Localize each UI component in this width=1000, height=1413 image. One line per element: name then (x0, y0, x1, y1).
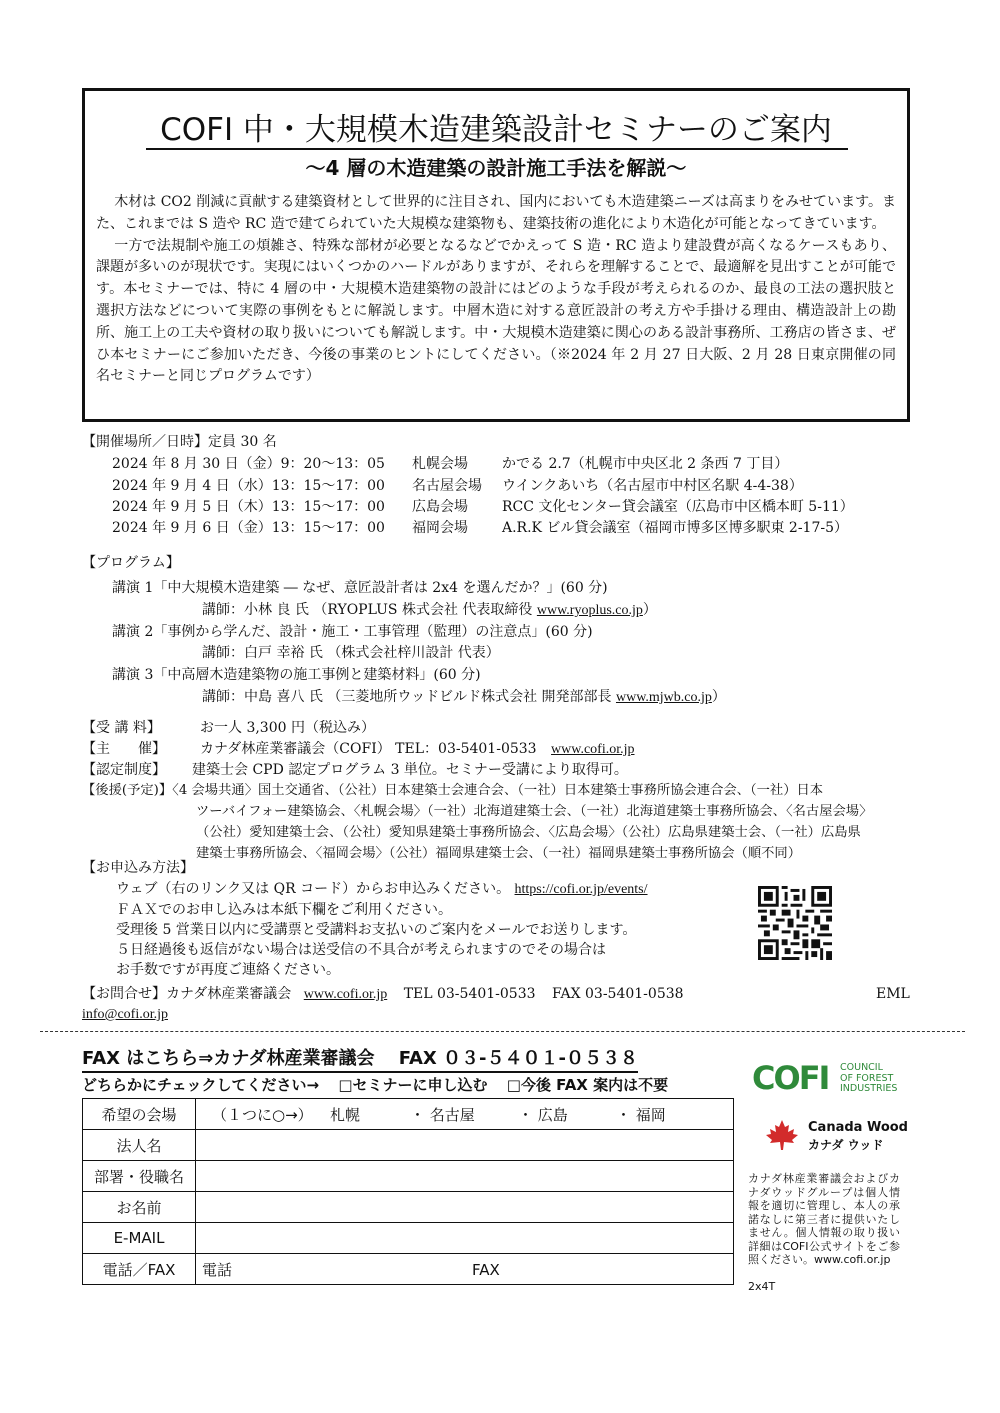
intro-text (96, 192, 896, 388)
title-underline (146, 148, 848, 150)
apply-seminar-checkbox[interactable]: □セミナーに申し込む (338, 1076, 488, 1094)
cofi-logo-text (840, 1063, 897, 1095)
phone-sublabel: 電話 (202, 1260, 233, 1279)
apply-line: ５日経過後も返信がない場合は送受信の不具合が考えられますのでその場合は (116, 942, 606, 958)
venue-label: 希望の会場 (83, 1099, 196, 1130)
apply-line (116, 879, 648, 900)
lecture-2-speaker: 講師：白戸 幸裕 氏 （株式会社梓川設計 代表） (202, 645, 500, 661)
page-subtitle: ～4 層の木造建築の設計施工手法を解説～ (305, 156, 687, 180)
speaker-text: 講師：中島 喜八 氏 （三菱地所ウッドビルド株式会社 開発部部長 (202, 689, 612, 705)
table-row (83, 1254, 734, 1285)
contact-eml-label: EML (876, 986, 910, 1002)
support-line: ツーバイフォー建築協会、〈札幌会場〉（一社）北海道建築士会、（一社）北海道建築士事務所協会、〈名古屋会場〉 (196, 804, 873, 819)
cofi-logo (752, 1059, 912, 1098)
fee-label: 【受 講 料】 (82, 720, 161, 736)
name-field[interactable] (196, 1192, 734, 1223)
table-row (83, 1161, 734, 1192)
speaker-close: ） (642, 602, 657, 618)
apply-line: 受理後 5 営業日以内に受講票と受講料お支払いのご案内をメールでお送りします。 (116, 922, 637, 938)
department-label: 部署・役職名 (83, 1161, 196, 1192)
company-field[interactable] (196, 1130, 734, 1161)
schedule-venue: 名古屋会場 (412, 478, 482, 494)
fax-application-form (82, 1098, 734, 1285)
department-field[interactable] (196, 1161, 734, 1192)
contact-url-link[interactable]: www.cofi.or.jp (303, 987, 388, 1002)
fax-sublabel: FAX (472, 1260, 500, 1279)
schedule-row (112, 497, 854, 518)
cofi-logo-line: COUNCIL (840, 1062, 883, 1073)
support-label: 【後援(予定)】 (82, 783, 173, 798)
maple-leaf-icon (762, 1118, 802, 1152)
check-prompt: どちらかにチェックしてください→ (82, 1076, 320, 1094)
apply-line: お手数ですが再度ご連絡ください。 (116, 962, 340, 978)
schedule-row (112, 518, 848, 539)
venue-option-fukuoka[interactable]: ・ 福岡 (616, 1105, 666, 1124)
company-label: 法人名 (83, 1130, 196, 1161)
qr-code-icon[interactable] (758, 886, 832, 960)
venue-hint: （１つに○→） (212, 1105, 313, 1124)
fax-header: FAX はこちら⇒カナダ林産業審議会 FAX ０３-５４０１-０５３８ (82, 1044, 638, 1073)
canada-wood-en: Canada Wood (808, 1120, 908, 1135)
support-row (82, 780, 823, 801)
program-heading: 【プログラム】 (82, 555, 180, 571)
apply-heading: 【お申込み方法】 (82, 860, 194, 876)
schedule-date: 2024 年 9 月 6 日（金）13：15～17：00 (112, 520, 385, 536)
lecture-1-title: 講演 1「中大規模木造建築 ― なぜ、意匠設計者は 2x4 を選んだか？」(60 分) (112, 580, 608, 596)
no-fax-checkbox[interactable]: □今後 FAX 案内は不要 (506, 1076, 669, 1094)
ryoplus-link[interactable]: www.ryoplus.co.jp (536, 603, 643, 618)
intro-paragraph-2: 一方で法規制や施工の煩雑さ、特殊な部材が必要となるなどでかえって S 造・RC 造より建設費が高くなるケースもあり、課題が多いのが現状です。実現にはいくつかのハードルがありますが、それらを理解することで、最適解を見出すことが可能です。本セミナーでは、特に 4 層の中・大規模木造建築物の設計にはどのような手段が考えられるのか、最良の工法の選択肢と選択方法などについて実際の事例をもとに解説します。中層木造に対する意匠設計の考え方や手掛ける理由、構造設計上の勘所、施工上の工夫や資材の取り扱いについても解説します。中・大規模木造建築に関心のある設計事務所、工務店の皆さま、ぜひ本セミナーにご参加いただき、今後の事業のヒントにしてください。（※2024 年 2 月 27 日大阪、2 月 28 日東京開催の同名セミナーと同じプログラムです） (96, 237, 896, 385)
cofi-link[interactable]: www.cofi.or.jp (551, 742, 635, 757)
schedule-place: かでる 2.7（札幌市中央区北 2 条西 7 丁目） (502, 456, 789, 472)
venue-choice-cell[interactable] (196, 1099, 734, 1130)
schedule-row (112, 454, 788, 475)
schedule-venue: 広島会場 (412, 499, 468, 515)
host-label: 【主 催】 (82, 741, 166, 757)
schedule-date: 2024 年 9 月 5 日（木）13：15～17：00 (112, 499, 385, 515)
schedule-row (112, 476, 803, 497)
mjwb-link[interactable]: www.mjwb.co.jp (615, 690, 712, 705)
cut-line-divider (40, 1031, 965, 1032)
host-row (82, 739, 635, 760)
lecture-3-title: 講演 3「中高層木造建築物の施工事例と建築材料」(60 分) (112, 667, 481, 683)
fee-row (82, 718, 375, 739)
schedule-place: RCC 文化センター貸会議室（広島市中区橋本町 5-11） (502, 499, 854, 515)
email-label: E-MAIL (83, 1223, 196, 1254)
venue-option-nagoya[interactable]: ・ 名古屋 (410, 1105, 475, 1124)
lecture-2-title: 講演 2「事例から学んだ、設計・施工・工事管理（監理）の注意点」(60 分) (112, 624, 593, 640)
schedule-venue: 札幌会場 (412, 456, 468, 472)
intro-paragraph-1: 木材は CO2 削減に貢献する建築資材として世界的に注目され、国内においても木造建築ニーズは高まりをみせています。また、これまでは S 造や RC 造で建てられていた大規模な建築物も、建築技術の進化により木造化が可能となってきています。 (96, 194, 896, 232)
contact-row (82, 984, 684, 1005)
contact-email-link[interactable]: info@cofi.or.jp (82, 1007, 168, 1022)
schedule-place: ウインクあいち（名古屋市中村区名駅 4-4-38） (502, 478, 803, 494)
schedule-venue: 福岡会場 (412, 520, 468, 536)
support-line: （公社）愛知建築士会、（公社）愛知県建築士事務所協会、〈広島会場〉（公社）広島県建築士会、（一社）広島県 (196, 825, 861, 840)
page-title: COFI 中・大規模木造建築設計セミナーのご案内 (160, 112, 832, 148)
privacy-notice: カナダ林産業審議会およびカナダウッドグループは個人情報を適切に管理し、本人の承諾なしに第三者に提供いたしません。個人情報の取り扱い詳細はCOFI公式サイトをご参照ください。www.cofi.or.jp (748, 1172, 900, 1266)
contact-tel: TEL 03-5401-0533 (403, 986, 536, 1002)
table-row (83, 1130, 734, 1161)
phone-fax-label: 電話／FAX (83, 1254, 196, 1285)
contact-fax: FAX 03-5401-0538 (551, 986, 684, 1002)
lecture-1-speaker (202, 600, 657, 621)
canada-wood-jp: カナダ ウッド (808, 1138, 884, 1152)
apply-web-text: ウェブ（右のリンク又は QR コード）からお申込みください。 (116, 881, 511, 897)
support-line: 建築士事務所協会、〈福岡会場〉（公社）福岡県建築士会、（一社）福岡県建築士事務所協会（順不同） (196, 846, 802, 861)
contact-label: 【お問合せ】カナダ林産業審議会 (82, 986, 292, 1002)
cert-row (82, 760, 628, 781)
canada-wood-logo (762, 1118, 912, 1154)
phone-fax-field[interactable] (196, 1254, 734, 1285)
doc-code: 2x4T (748, 1280, 776, 1293)
table-row (83, 1099, 734, 1130)
host-value: カナダ林産業審議会（COFI） TEL：03-5401-0533 (200, 741, 537, 757)
speaker-text: 講師：小林 良 氏 （RYOPLUS 株式会社 代表取締役 (202, 602, 533, 618)
events-link[interactable]: https://cofi.or.jp/events/ (514, 882, 648, 897)
cert-label: 【認定制度】 (82, 762, 166, 778)
schedule-place: A.R.K ビル貸会議室（福岡市博多区博多駅東 2-17-5） (502, 520, 848, 536)
schedule-heading: 【開催場所／日時】定員 30 名 (82, 434, 277, 450)
support-line: 〈4 会場共通〉国土交通省、（公社）日本建築士会連合会、（一社）日本建築士事務所協会連合会、（一社）日本 (172, 783, 824, 798)
cert-value: 建築士会 CPD 認定プログラム 3 単位。セミナー受講により取得可。 (192, 762, 628, 778)
venue-option-hiroshima[interactable]: ・ 広島 (518, 1105, 568, 1124)
lecture-3-speaker (202, 687, 726, 708)
venue-option-sapporo[interactable]: 札幌 (330, 1105, 361, 1124)
table-row (83, 1223, 734, 1254)
speaker-close: ） (711, 689, 726, 705)
email-field[interactable] (196, 1223, 734, 1254)
cofi-logo-line: OF FOREST (840, 1072, 894, 1084)
cofi-logo-mark: COFI (752, 1059, 829, 1097)
apply-line: ＦＡＸでのお申し込みは本紙下欄をご利用ください。 (116, 902, 452, 918)
cofi-logo-line: INDUSTRIES (840, 1083, 898, 1094)
schedule-date: 2024 年 9 月 4 日（水）13：15～17：00 (112, 478, 385, 494)
schedule-date: 2024 年 8 月 30 日（金）9：20～13：05 (112, 456, 385, 472)
name-label: お名前 (83, 1192, 196, 1223)
fee-value: お一人 3,300 円（税込み） (200, 720, 375, 736)
table-row (83, 1192, 734, 1223)
check-row (82, 1074, 668, 1095)
